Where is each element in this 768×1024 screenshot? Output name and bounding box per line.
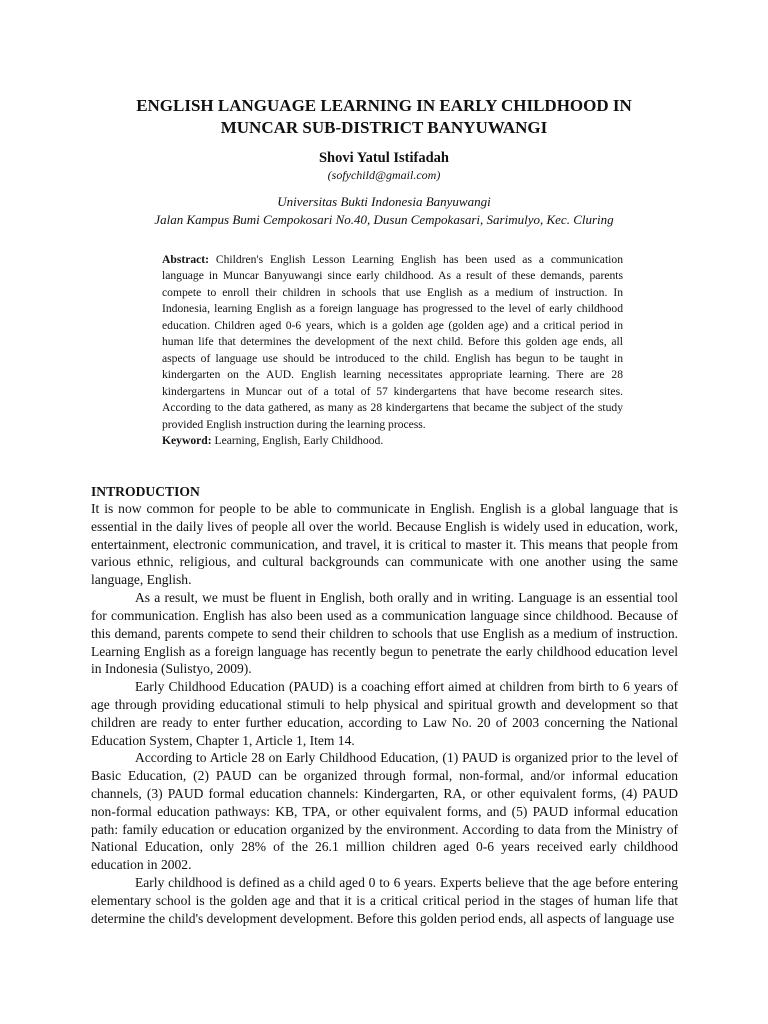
body-paragraph: Early childhood is defined as a child aged 0 to 6 years. Experts believe that the age before entering elementary school is the golden age and that it is a critical critical period in the stages of human life that determine the child's development development. Before this golden period ends, all aspects of language use xyxy=(91,875,678,926)
author-email: (sofychild@gmail.com) xyxy=(327,168,441,182)
paper-title-line-1: ENGLISH LANGUAGE LEARNING IN EARLY CHILDHOOD IN xyxy=(136,96,632,115)
paper-title xyxy=(60,95,708,139)
affiliation-line-1: Universitas Bukti Indonesia Banyuwangi xyxy=(277,194,491,209)
keyword-label: Keyword: xyxy=(162,433,212,447)
body-paragraph: It is now common for people to be able to communicate in English. English is a global language that is essential in the daily lives of people all over the world. Because English is widely used in education, work, entertainment, electronic communication, and travel, it is critical to master it. This means that people from various ethnic, religious, and cultural backgrounds can communicate with one another using the same language, English. xyxy=(91,501,678,588)
author-name: Shovi Yatul Istifadah xyxy=(318,150,449,166)
abstract-text: Children's English Lesson Learning English has been used as a communication language in Muncar Banyuwangi since early childhood. As a result of these demands, parents compete to enroll their children in schools that use English as a medium of instruction. In Indonesia, learning English as a foreign language has progressed to the level of early childhood education. Children aged 0-6 years, which is a golden age (golden age) and a critical period in human life that determines the development of the next child. Before this golden age ends, all aspects of language use should be introduced to the child. English has begun to be taught in kindergarten on the AUD. English learning necessitates appropriate learning. There are 28 kindergartens in Muncar out of a total of 57 kindergartens that have become research sites. According to the data gathered, as many as 28 kindergartens that became the subject of the study provided English instruction during the learning process. xyxy=(162,253,623,431)
paper-title-line-2: MUNCAR SUB-DISTRICT BANYUWANGI xyxy=(220,118,548,137)
keyword-text: Learning, English, Early Childhood. xyxy=(211,433,384,447)
abstract-label: Abstract: xyxy=(162,253,210,266)
body-paragraph: According to Article 28 on Early Childhood Education, (1) PAUD is organized prior to the level of Basic Education, (2) PAUD can be organized through formal, non-formal, and/or informal education channels, (3) PAUD formal education channels: Kindergarten, RA, or other equivalent forms, (4) PAUD non-formal education pathways: KB, TPA, or other equivalent forms, and (5) PAUD informal education path: family education or education organized by the environment. According to data from the Ministry of National Education, only 28% of the 26.1 million children aged 0-6 years received early childhood education in 2002. xyxy=(91,750,678,873)
section-heading-introduction: INTRODUCTION xyxy=(91,484,200,499)
abstract xyxy=(162,252,623,449)
introduction-body xyxy=(91,500,678,928)
body-paragraph: Early Childhood Education (PAUD) is a coaching effort aimed at children from birth to 6 years of age through providing educational stimuli to help physical and spiritual growth and development so that children are ready to enter further education, according to Law No. 20 of 2003 concerning the National Education System, Chapter 1, Article 1, Item 14. xyxy=(91,679,678,748)
affiliation-line-2: Jalan Kampus Bumi Cempokosari No.40, Dusun Cempokasari, Sarimulyo, Kec. Cluring xyxy=(154,212,614,227)
body-paragraph: As a result, we must be fluent in English, both orally and in writing. Language is an essential tool for communication. English has also been used as a communication language since childhood. Because of this demand, parents compete to send their children to schools that use English as a medium of instruction. Learning English as a foreign language has recently begun to penetrate the early childhood education level in Indonesia (Sulistyo, 2009). xyxy=(91,590,678,677)
author-affiliation xyxy=(60,193,708,229)
